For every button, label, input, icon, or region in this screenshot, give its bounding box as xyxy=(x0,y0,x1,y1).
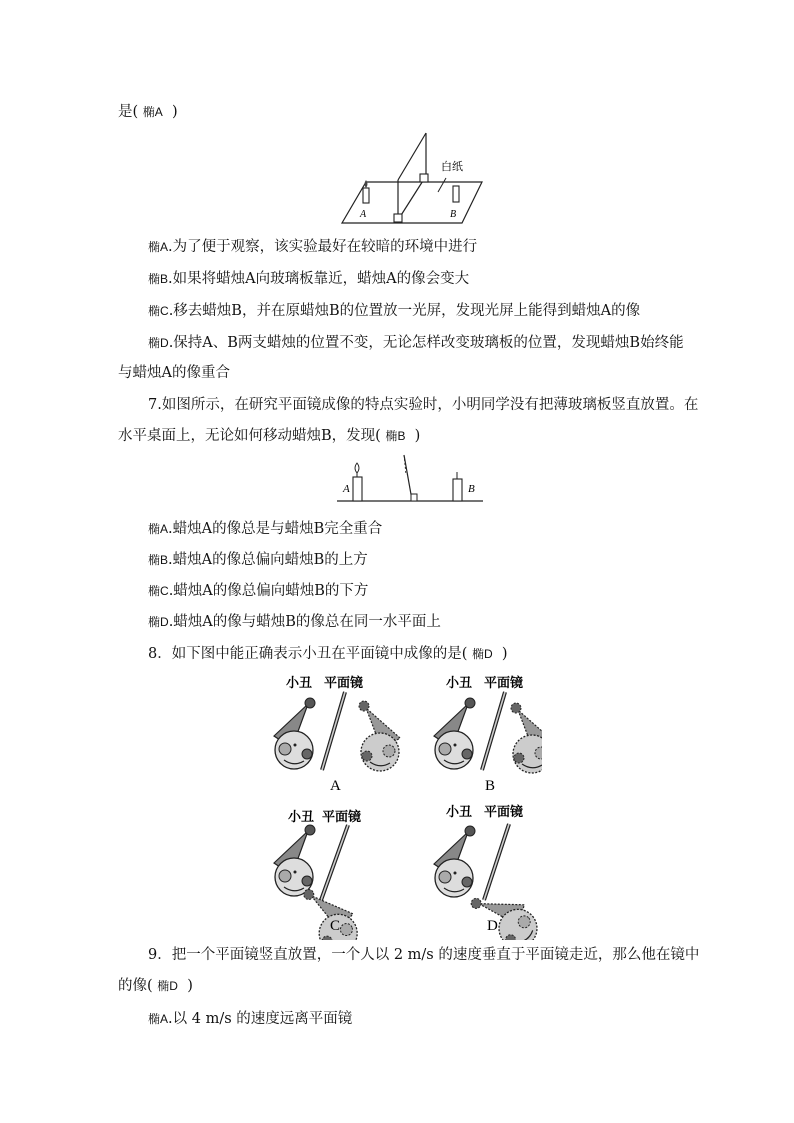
svg-text:B: B xyxy=(468,483,475,495)
q7-stem-line1: 7.如图所示，在研究平面镜成像的特点实验时，小明同学没有把薄玻璃板竖直放置。在 xyxy=(148,397,699,413)
q6-option-d[interactable]: 椭D.保持A、B两支蜡烛的位置不变，无论怎样改变玻璃板的位置，发现蜡烛B始终能 xyxy=(148,335,684,351)
svg-text:平面镜: 平面镜 xyxy=(484,676,524,691)
q7-option-b[interactable]: 椭B.蜡烛A的像总偏向蜡烛B的上方 xyxy=(148,552,368,568)
svg-text:小丑: 小丑 xyxy=(446,805,473,820)
clown-option-a xyxy=(274,675,400,794)
figure-mirror-experiment xyxy=(336,130,484,226)
q9-option-a[interactable]: 椭A.以 4 m/s 的速度远离平面镜 xyxy=(148,1011,353,1027)
q6-option-a[interactable]: 椭A.为了便于观察，该实验最好在较暗的环境中进行 xyxy=(148,239,478,255)
svg-text:B: B xyxy=(485,778,496,794)
q9-stem-line2: 的像( 椭D ) xyxy=(118,978,193,994)
svg-text:小丑: 小丑 xyxy=(446,676,473,691)
q8-stem: 8．如下图中能正确表示小丑在平面镜中成像的是( 椭D ) xyxy=(148,646,508,662)
q6-option-d-continued: 与蜡烛A的像重合 xyxy=(118,365,230,381)
svg-text:平面镜: 平面镜 xyxy=(322,810,362,825)
q7-option-a[interactable]: 椭A.蜡烛A的像总是与蜡烛B完全重合 xyxy=(148,521,383,537)
figure-clown-options xyxy=(262,670,542,940)
q9-stem-line1: 9．把一个平面镜竖直放置，一个人以 2 m/s 的速度垂直于平面镜走近，那么他在镜中 xyxy=(148,947,700,963)
svg-text:A: A xyxy=(360,209,367,220)
figure-tilted-plate xyxy=(335,452,485,508)
svg-text:平面镜: 平面镜 xyxy=(484,805,524,820)
clown-option-d xyxy=(434,804,542,940)
svg-text:小丑: 小丑 xyxy=(286,676,313,691)
svg-text:小丑: 小丑 xyxy=(288,810,315,825)
svg-text:A: A xyxy=(330,778,341,794)
q7-stem-line2: 水平桌面上，无论如何移动蜡烛B，发现( 椭B ) xyxy=(118,428,421,444)
q7-option-d[interactable]: 椭D.蜡烛A的像与蜡烛B的像总在同一水平面上 xyxy=(148,614,441,630)
q6-option-b[interactable]: 椭B.如果将蜡烛A向玻璃板靠近，蜡烛A的像会变大 xyxy=(148,271,470,287)
paper-label: 白纸 xyxy=(441,160,463,173)
flame-icon xyxy=(365,180,368,188)
svg-text:D: D xyxy=(487,918,498,934)
svg-text:C: C xyxy=(330,918,341,934)
q6-option-c[interactable]: 椭C.移去蜡烛B，并在原蜡烛B的位置放一光屏，发现光屏上能得到蜡烛A的像 xyxy=(148,303,641,319)
candle-a xyxy=(353,477,362,501)
clown-option-c xyxy=(274,809,363,940)
svg-text:B: B xyxy=(450,209,457,220)
svg-text:平面镜: 平面镜 xyxy=(324,676,364,691)
flame-icon xyxy=(355,463,359,473)
q7-option-c[interactable]: 椭C.蜡烛A的像总偏向蜡烛B的下方 xyxy=(148,583,369,599)
candle-b xyxy=(453,186,459,202)
candle-b xyxy=(453,479,462,501)
svg-text:A: A xyxy=(343,483,350,495)
glass-plate xyxy=(404,455,412,500)
clown-option-b xyxy=(434,675,542,794)
q6-tail: 是( 椭A ) xyxy=(118,104,178,120)
candle-a xyxy=(363,188,369,203)
glass-plate-top-left xyxy=(398,133,426,180)
